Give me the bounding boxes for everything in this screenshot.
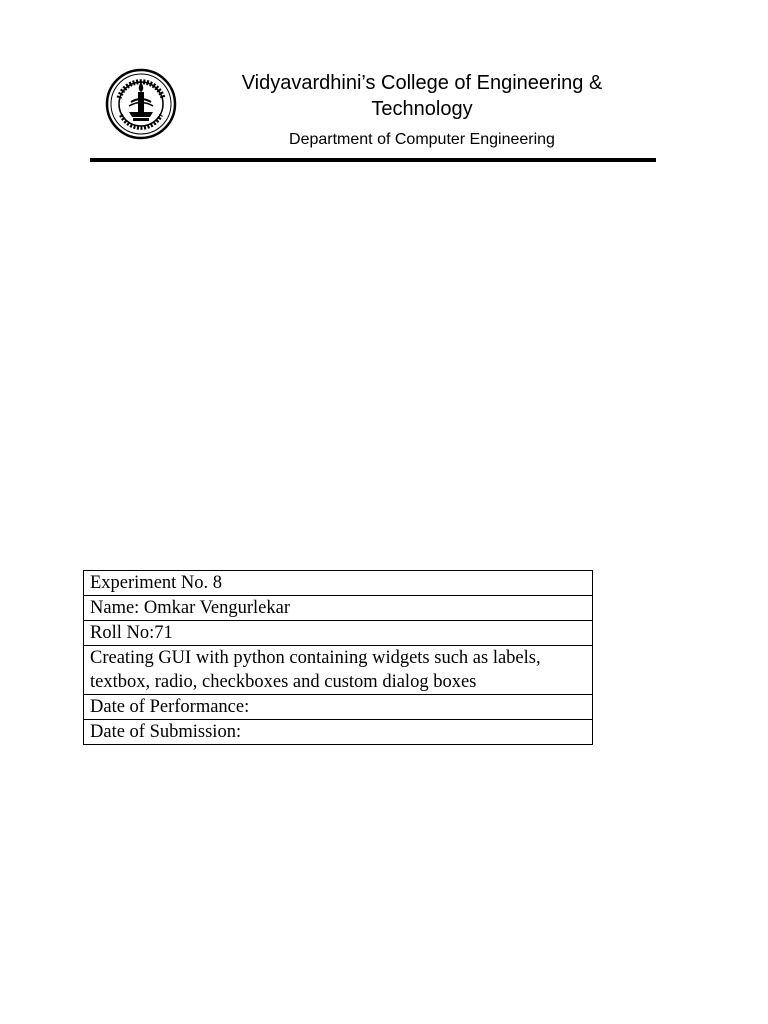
college-crest-logo-icon (105, 68, 177, 140)
table-row (84, 621, 593, 646)
date-of-submission-cell: Date of Submission: (84, 720, 593, 745)
table-row (84, 720, 593, 745)
date-of-performance-cell: Date of Performance: (84, 695, 593, 720)
experiment-title-cell: Creating GUI with python containing widgets such as labels, textbox, radio, checkboxes and custom dialog boxes (84, 646, 593, 695)
header-divider (90, 158, 656, 162)
table-row (84, 695, 593, 720)
table-row (84, 646, 593, 695)
experiment-number-cell: Experiment No. 8 (84, 571, 593, 596)
department-name: Department of Computer Engineering (289, 131, 555, 148)
student-name-cell: Name: Omkar Vengurlekar (84, 596, 593, 621)
table-row (84, 596, 593, 621)
table-row (84, 571, 593, 596)
college-name: Vidyavardhini’s College of Engineering & Technology (241, 72, 603, 120)
experiment-details-table (83, 570, 593, 745)
document-header (190, 70, 654, 150)
roll-number-cell: Roll No:71 (84, 621, 593, 646)
